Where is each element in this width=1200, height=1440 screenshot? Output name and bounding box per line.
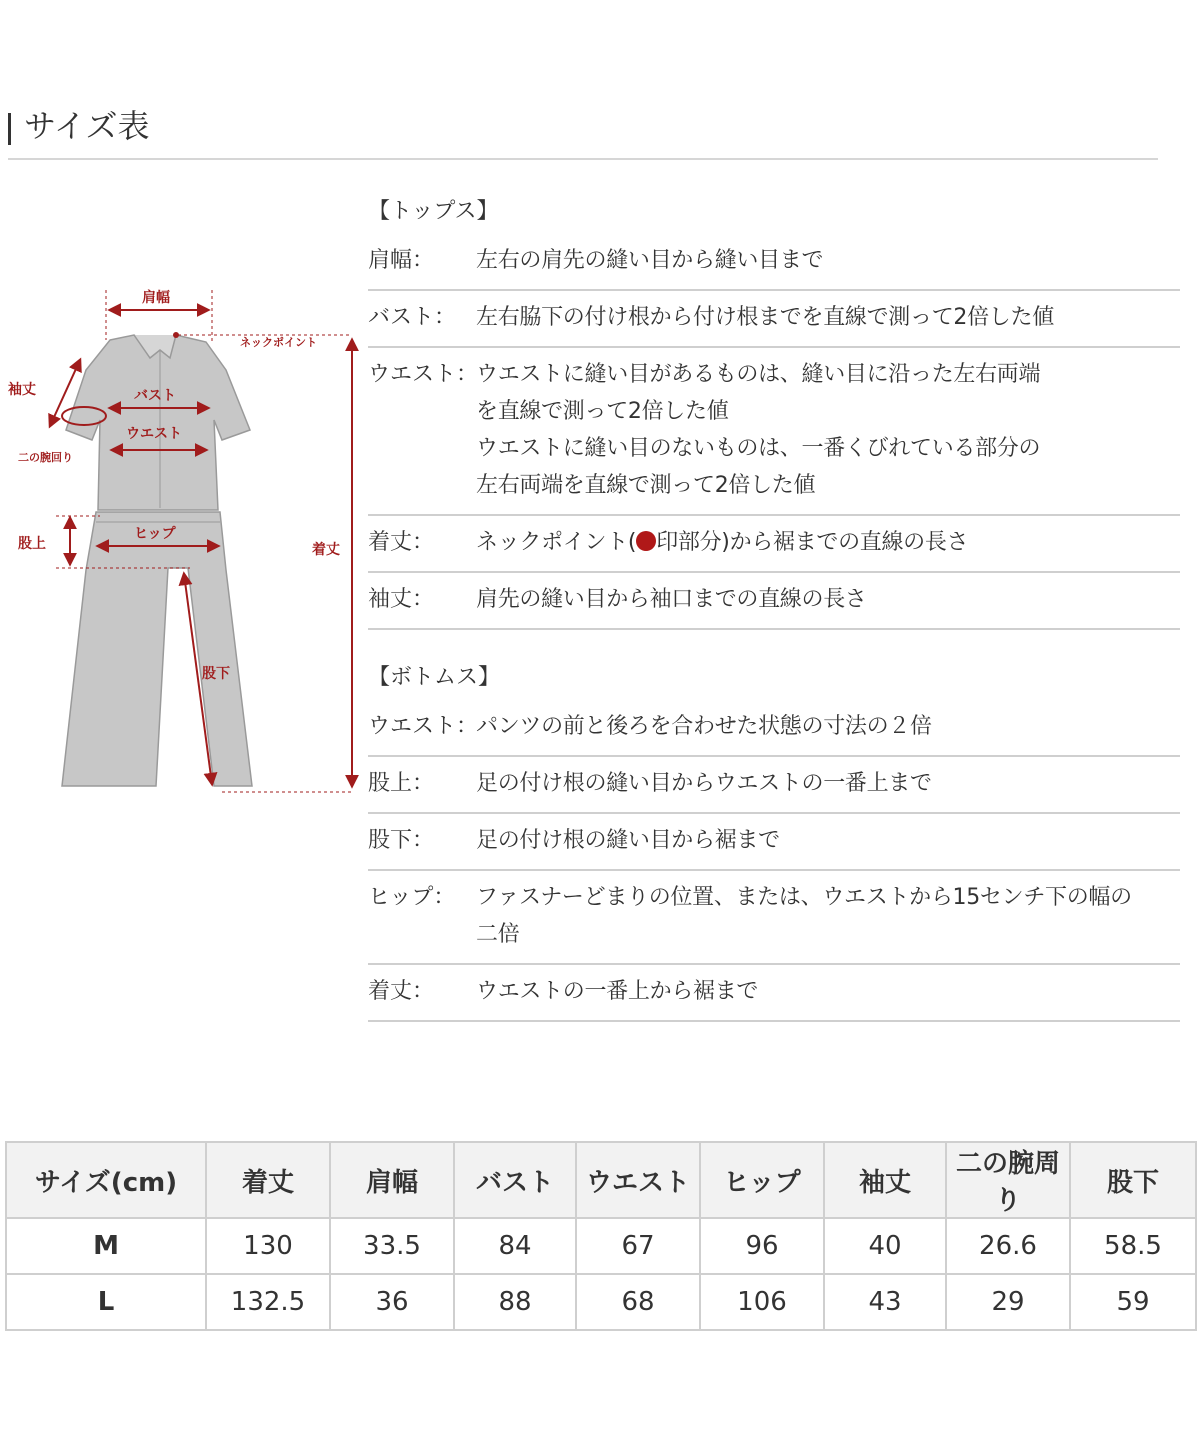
definition-desc-post: 印部分)から裾までの直線の長さ	[656, 530, 969, 555]
definition-desc: 左右の肩先の縫い目から縫い目まで	[476, 248, 824, 273]
value-cell: 43	[824, 1274, 946, 1330]
label-sodetake: 袖丈	[8, 382, 36, 398]
definition-row	[368, 573, 1180, 630]
header-cell: 肩幅	[330, 1142, 454, 1218]
size-cell: L	[6, 1274, 206, 1330]
label-neck-point: ネックポイント	[240, 336, 317, 349]
definition-desc: パンツの前と後ろを合わせた状態の寸法の２倍	[476, 714, 932, 739]
value-cell: 33.5	[330, 1218, 454, 1274]
value-cell: 88	[454, 1274, 576, 1330]
pants-shape	[62, 512, 252, 786]
table-row	[6, 1274, 1196, 1330]
header-cell: 股下	[1070, 1142, 1196, 1218]
neck-point-dot-icon	[636, 531, 656, 551]
size-table-header-row	[6, 1142, 1196, 1218]
definition-term: ヒップ：	[368, 885, 456, 910]
value-cell: 36	[330, 1274, 454, 1330]
table-row	[6, 1218, 1196, 1274]
value-cell: 58.5	[1070, 1218, 1196, 1274]
value-cell: 106	[700, 1274, 824, 1330]
value-cell: 40	[824, 1218, 946, 1274]
header-cell: 袖丈	[824, 1142, 946, 1218]
header-cell: 着丈	[206, 1142, 330, 1218]
definition-term: 股下：	[368, 828, 435, 853]
label-ninoude: 二の腕回り	[18, 451, 73, 464]
definition-term: 着丈：	[368, 979, 435, 1004]
measurement-definitions	[368, 190, 1180, 1022]
definition-desc: ウエストの一番上から裾まで	[476, 979, 759, 1004]
tops-section-title: 【トップス】	[368, 199, 499, 224]
definition-desc: ファスナーどまりの位置、または、ウエストから15センチ下の幅の 二倍	[476, 885, 1132, 947]
value-cell: 130	[206, 1218, 330, 1274]
value-cell: 96	[700, 1218, 824, 1274]
value-cell: 68	[576, 1274, 700, 1330]
definition-term: 着丈：	[368, 530, 435, 555]
definition-desc	[476, 524, 1180, 561]
definition-desc: 足の付け根の縫い目からウエストの一番上まで	[476, 771, 932, 796]
definition-row	[368, 871, 1180, 965]
definition-term: ウエスト：	[368, 362, 479, 387]
definition-term: 股上：	[368, 771, 435, 796]
top-garment-shape	[66, 335, 250, 510]
garment-measurement-diagram	[0, 280, 360, 800]
definition-row	[368, 965, 1180, 1022]
definition-row	[368, 757, 1180, 814]
label-bust: バスト	[134, 388, 176, 404]
label-waist: ウエスト	[126, 426, 182, 442]
definition-term: ウエスト：	[368, 714, 479, 739]
header-cell: サイズ(cm)	[6, 1142, 206, 1218]
definition-row	[368, 814, 1180, 871]
size-table	[5, 1141, 1197, 1331]
definition-row	[368, 234, 1180, 291]
definition-term: 肩幅：	[368, 248, 435, 273]
title-accent-bar	[8, 113, 11, 145]
header-cell: ヒップ	[700, 1142, 824, 1218]
definition-row	[368, 516, 1180, 573]
definition-row	[368, 348, 1180, 516]
definition-row	[368, 700, 1180, 757]
value-cell: 59	[1070, 1274, 1196, 1330]
definition-desc: ウエストに縫い目があるものは、縫い目に沿った左右両端 を直線で測って2倍した値 ウエストに縫い目のないものは、一番くびれている部分の 左右両端を直線で測って2倍した値	[476, 362, 1041, 498]
label-kitake: 着丈	[312, 542, 340, 558]
size-cell: M	[6, 1218, 206, 1274]
bottoms-section-title: 【ボトムス】	[368, 665, 501, 690]
header-cell: ウエスト	[576, 1142, 700, 1218]
value-cell: 84	[454, 1218, 576, 1274]
label-hip: ヒップ	[134, 526, 176, 542]
value-cell: 67	[576, 1218, 700, 1274]
definition-term: 袖丈：	[368, 587, 435, 612]
label-katahaba: 肩幅	[142, 290, 170, 306]
title-divider	[8, 158, 1158, 160]
definition-desc-pre: ネックポイント(	[476, 530, 637, 555]
definition-desc: 肩先の縫い目から袖口までの直線の長さ	[476, 587, 867, 612]
definition-desc: 左右脇下の付け根から付け根までを直線で測って2倍した値	[476, 305, 1054, 330]
label-matagami: 股上	[18, 536, 46, 552]
header-cell: バスト	[454, 1142, 576, 1218]
definition-desc: 足の付け根の縫い目から裾まで	[476, 828, 780, 853]
header-cell: 二の腕周り	[946, 1142, 1070, 1218]
value-cell: 26.6	[946, 1218, 1070, 1274]
value-cell: 132.5	[206, 1274, 330, 1330]
definition-term: バスト：	[368, 305, 457, 330]
value-cell: 29	[946, 1274, 1070, 1330]
definition-row	[368, 291, 1180, 348]
page-title: サイズ表	[24, 107, 150, 145]
label-matashita: 股下	[202, 666, 230, 682]
